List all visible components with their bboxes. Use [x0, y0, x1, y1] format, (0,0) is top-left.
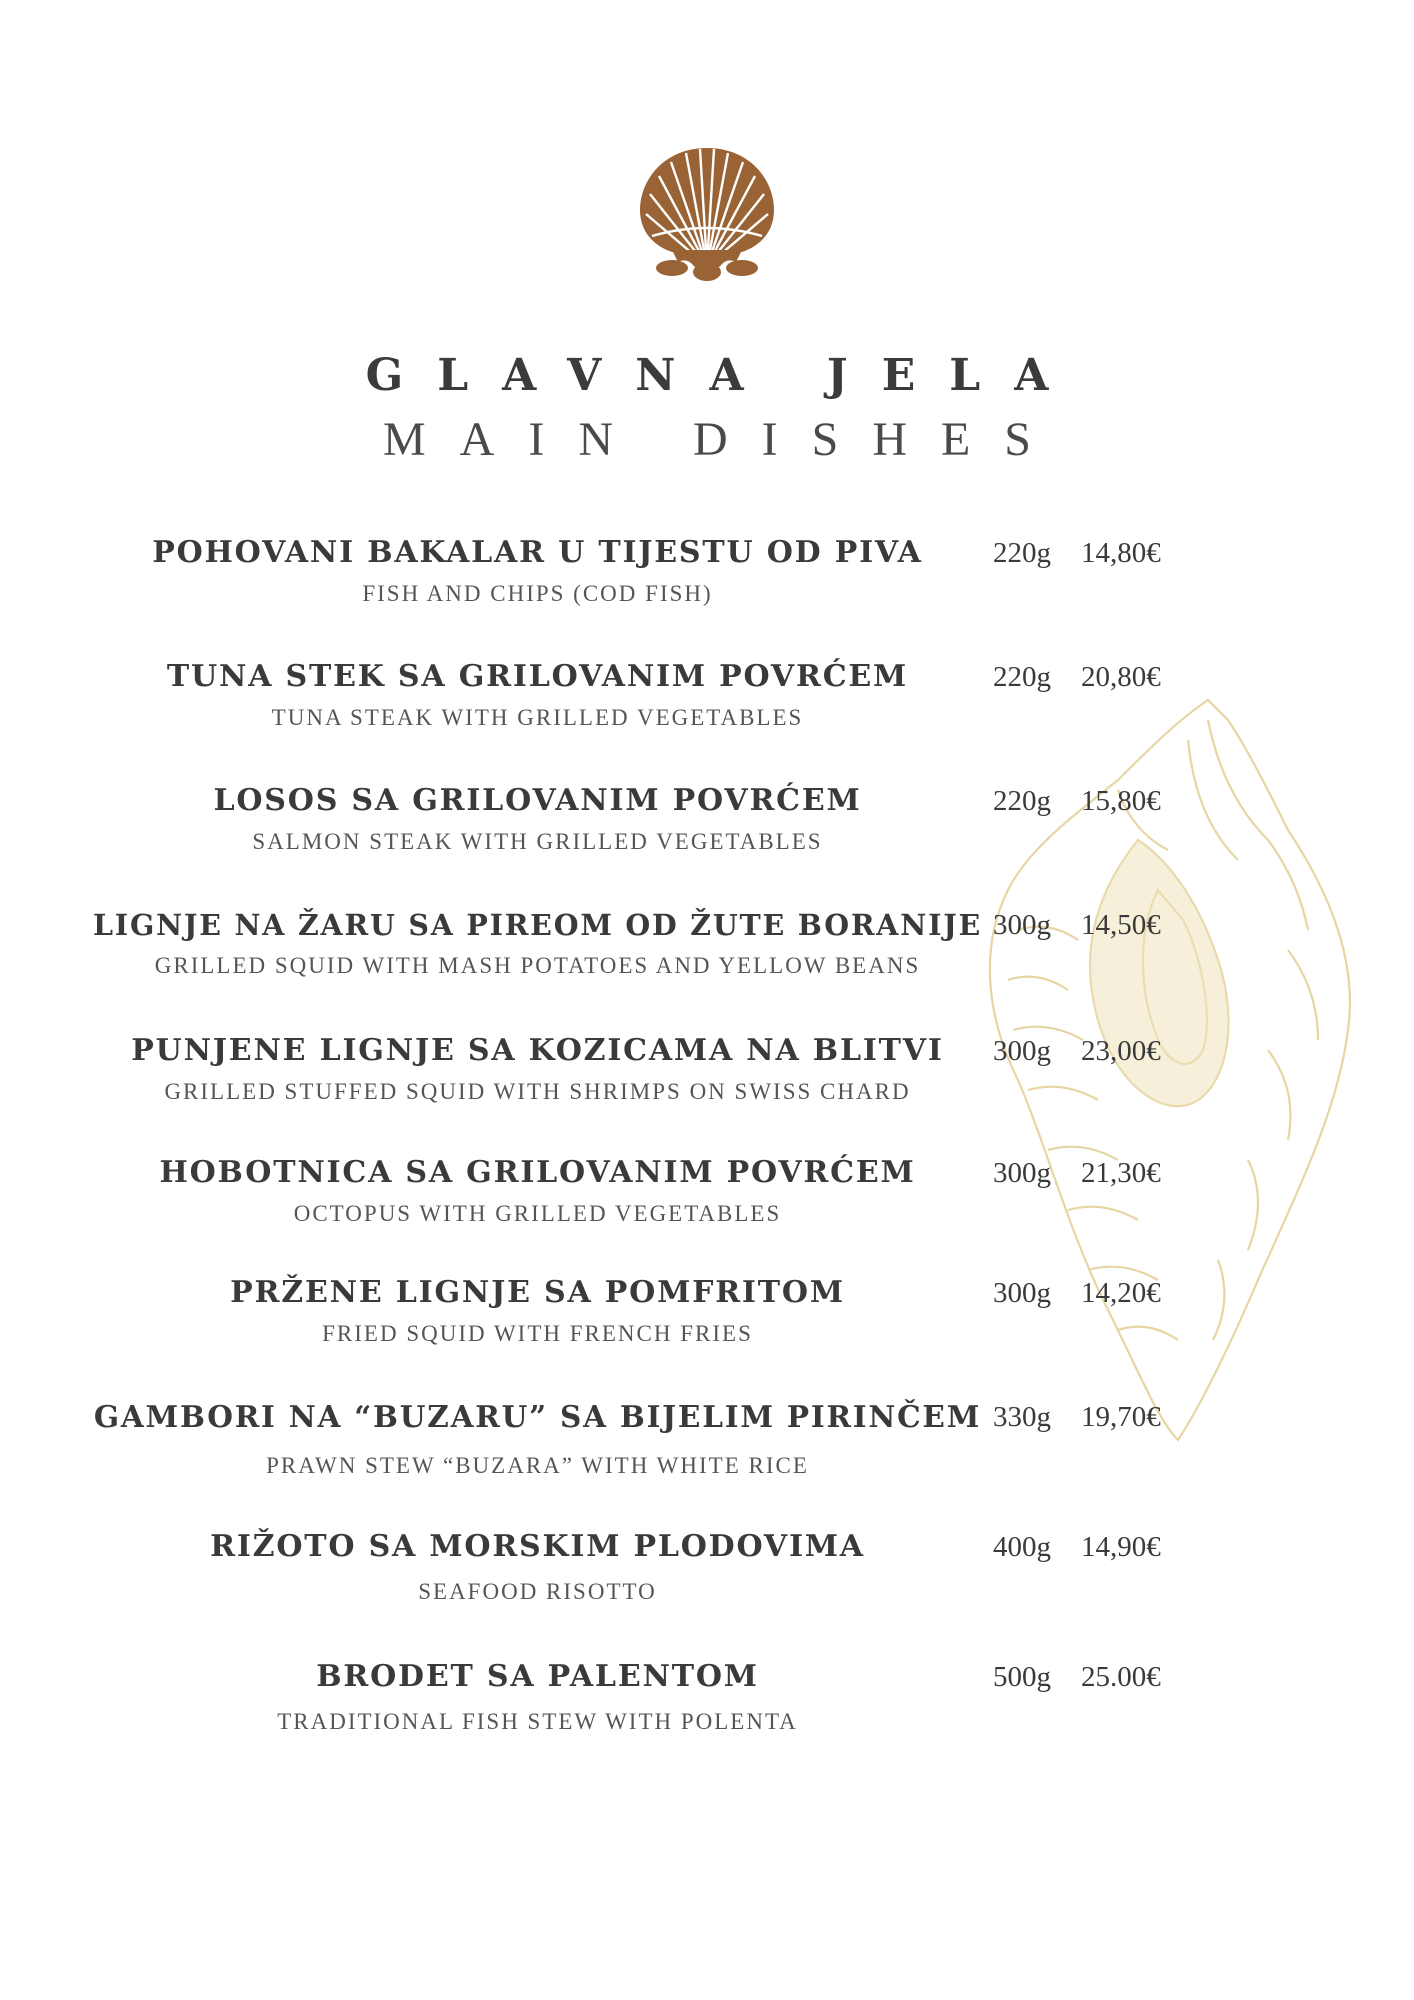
dish-description: SALMON STEAK WITH GRILLED VEGETABLES [252, 829, 823, 854]
dish-description: GRILLED STUFFED SQUID WITH SHRIMPS ON SWISS CHARD [164, 1079, 911, 1104]
dish-price: 21,30€ [1081, 1157, 1161, 1189]
title-english: MAIN DISHES [382, 413, 1065, 466]
dish-weight: 300g [993, 1277, 1051, 1309]
dish-description: PRAWN STEW “BUZARA” WITH WHITE RICE [266, 1453, 809, 1478]
dish-price: 14,80€ [1081, 537, 1161, 569]
dish-name: LOSOS SA GRILOVANIM POVRĆEM [213, 783, 862, 818]
dish-name: TUNA STEK SA GRILOVANIM POVRĆEM [166, 659, 909, 694]
dish-description: FISH AND CHIPS (COD FISH) [362, 581, 713, 606]
dish-name: RIŽOTO SA MORSKIM PLODOVIMA [210, 1529, 865, 1564]
dish-price: 20,80€ [1081, 661, 1161, 693]
dish-price: 25.00€ [1081, 1661, 1161, 1693]
dish-description: TRADITIONAL FISH STEW WITH POLENTA [277, 1709, 798, 1734]
dish-price: 19,70€ [1081, 1401, 1161, 1433]
dish-weight: 220g [993, 661, 1051, 693]
dish-description: OCTOPUS WITH GRILLED VEGETABLES [293, 1201, 782, 1226]
dish-weight: 400g [993, 1531, 1051, 1563]
dish-weight: 330g [993, 1401, 1051, 1433]
dish-description: TUNA STEAK WITH GRILLED VEGETABLES [271, 705, 804, 730]
dish-weight: 500g [993, 1661, 1051, 1693]
title-croatian: GLAVNA JELA [365, 350, 1083, 401]
dish-price: 15,80€ [1081, 785, 1161, 817]
dish-weight: 220g [993, 537, 1051, 569]
dish-description: FRIED SQUID WITH FRENCH FRIES [322, 1321, 753, 1346]
dish-name: BRODET SA PALENTOM [316, 1659, 759, 1694]
dish-weight: 300g [993, 1157, 1051, 1189]
dish-price: 14,20€ [1081, 1277, 1161, 1309]
dish-price: 14,90€ [1081, 1531, 1161, 1563]
dish-name: PRŽENE LIGNJE SA POMFRITOM [230, 1275, 845, 1310]
dish-weight: 220g [993, 785, 1051, 817]
dish-description: GRILLED SQUID WITH MASH POTATOES AND YELLOW BEANS [154, 953, 921, 978]
dish-weight: 300g [993, 1035, 1051, 1067]
dish-price: 14,50€ [1081, 909, 1161, 941]
dish-name: GAMBORI NA “BUZARU” SA BIJELIM PIRINČEM [93, 1399, 982, 1434]
dish-name: POHOVANI BAKALAR U TIJESTU OD PIVA [152, 535, 923, 570]
dish-name: HOBOTNICA SA GRILOVANIM POVRĆEM [159, 1155, 916, 1190]
dish-price: 23,00€ [1081, 1035, 1161, 1067]
dish-name: LIGNJE NA ŽARU SA PIREOM OD ŽUTE BORANIJE [92, 908, 983, 942]
dish-weight: 300g [993, 909, 1051, 941]
dish-name: PUNJENE LIGNJE SA KOZICAMA NA BLITVI [131, 1033, 944, 1068]
dish-description: SEAFOOD RISOTTO [418, 1579, 657, 1604]
